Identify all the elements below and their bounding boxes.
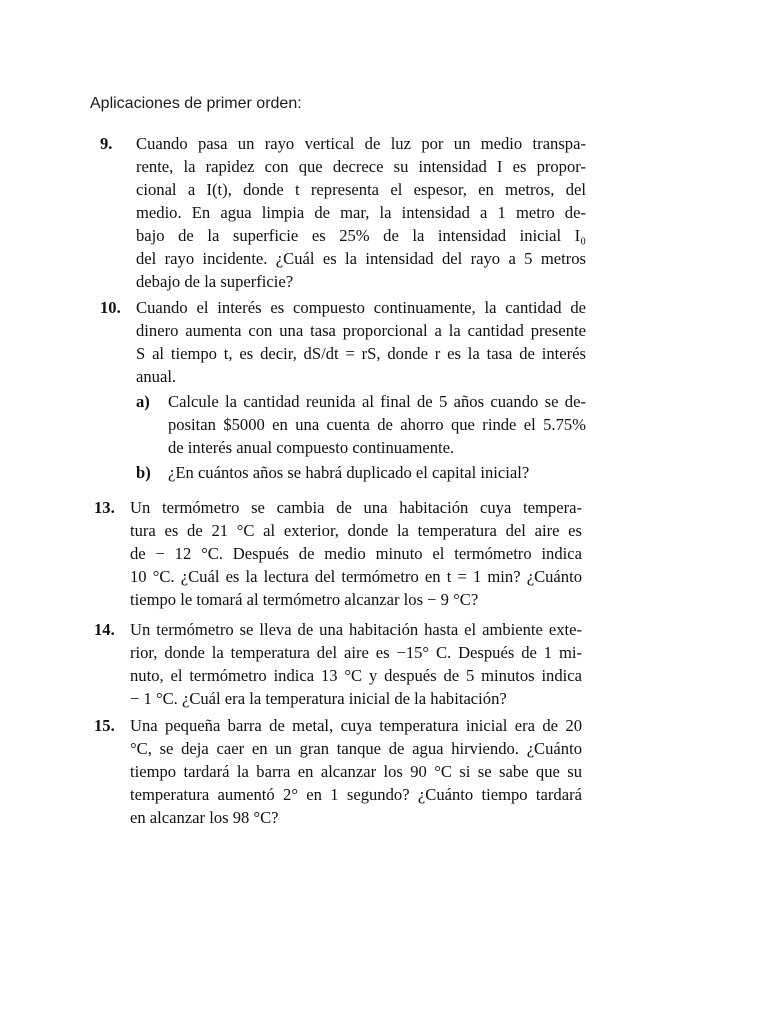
text-line: 10 °C. ¿Cuál es la lectura del termómetro en t = 1 min? ¿Cuánto [130, 567, 582, 586]
text-line: positan $5000 en una cuenta de ahorro que rinde el 5.75% [168, 415, 586, 434]
problem-9 [100, 132, 586, 293]
text-line: del rayo incidente. ¿Cuál es la intensidad del rayo a 5 metros [136, 249, 586, 268]
section-heading: Aplicaciones de primer orden: [90, 95, 302, 112]
problem-number: 9. [100, 134, 113, 153]
text-line: Un termómetro se cambia de una habitación cuya tempera- [130, 498, 582, 517]
problem-text [136, 296, 586, 484]
text-line: S al tiempo t, es decir, dS/dt = rS, donde r es la tasa de interés [136, 344, 586, 363]
text-line: tiempo le tomará al termómetro alcanzar los − 9 °C? [130, 590, 479, 609]
problem-14 [94, 618, 582, 710]
problem-13 [94, 496, 582, 611]
problem-number: 13. [94, 498, 115, 517]
text-line: rente, la rapidez con que decrece su intensidad I es propor- [136, 157, 586, 176]
part-text [168, 390, 586, 459]
text-line: cional a I(t), donde t representa el espesor, en metros, del [136, 180, 586, 199]
text-line: ¿En cuántos años se habrá duplicado el capital inicial? [168, 463, 530, 482]
problem-part-a [136, 390, 586, 459]
text-line: Calcule la cantidad reunida al final de 5 años cuando se de- [168, 392, 586, 411]
part-text [168, 461, 586, 484]
text-line: de − 12 °C. Después de medio minuto el termómetro indica [130, 544, 582, 563]
part-label: a) [136, 392, 150, 411]
problem-text [130, 618, 582, 710]
problem-text [130, 714, 582, 829]
part-label: b) [136, 463, 151, 482]
text-line: − 1 °C. ¿Cuál era la temperatura inicial de la habitación? [130, 689, 507, 708]
text-line: de interés anual compuesto continuamente. [168, 438, 455, 457]
text-line: temperatura aumentó 2° en 1 segundo? ¿Cuánto tiempo tardará [130, 785, 582, 804]
problem-number: 15. [94, 716, 115, 735]
problem-number: 10. [100, 298, 121, 317]
text-line: Un termómetro se lleva de una habitación hasta el ambiente exte- [130, 620, 582, 639]
text-line: bajo de la superficie es 25% de la intensidad inicial I₀ [136, 226, 586, 245]
problem-10 [100, 296, 586, 484]
text-line: Cuando pasa un rayo vertical de luz por un medio transpa- [136, 134, 586, 153]
text-line: dinero aumenta con una tasa proporcional a la cantidad presente [136, 321, 586, 340]
problem-15 [94, 714, 582, 829]
text-line: tiempo tardará la barra en alcanzar los 90 °C si se sabe que su [130, 762, 582, 781]
problem-part-b [136, 461, 586, 484]
text-line: Cuando el interés es compuesto continuamente, la cantidad de [136, 298, 586, 317]
text-line: Una pequeña barra de metal, cuya temperatura inicial era de 20 [130, 716, 582, 735]
text-line: rior, donde la temperatura del aire es −15° C. Después de 1 mi- [130, 643, 582, 662]
text-line: medio. En agua limpia de mar, la intensidad a 1 metro de- [136, 203, 586, 222]
text-line: tura es de 21 °C al exterior, donde la temperatura del aire es [130, 521, 582, 540]
problem-text [136, 132, 586, 293]
text-line: nuto, el termómetro indica 13 °C y después de 5 minutos indica [130, 666, 582, 685]
problem-text [130, 496, 582, 611]
text-line: debajo de la superficie? [136, 272, 294, 291]
problem-number: 14. [94, 620, 115, 639]
text-line: anual. [136, 367, 177, 386]
text-line: °C, se deja caer en un gran tanque de agua hirviendo. ¿Cuánto [130, 739, 582, 758]
text-line: en alcanzar los 98 °C? [130, 808, 279, 827]
